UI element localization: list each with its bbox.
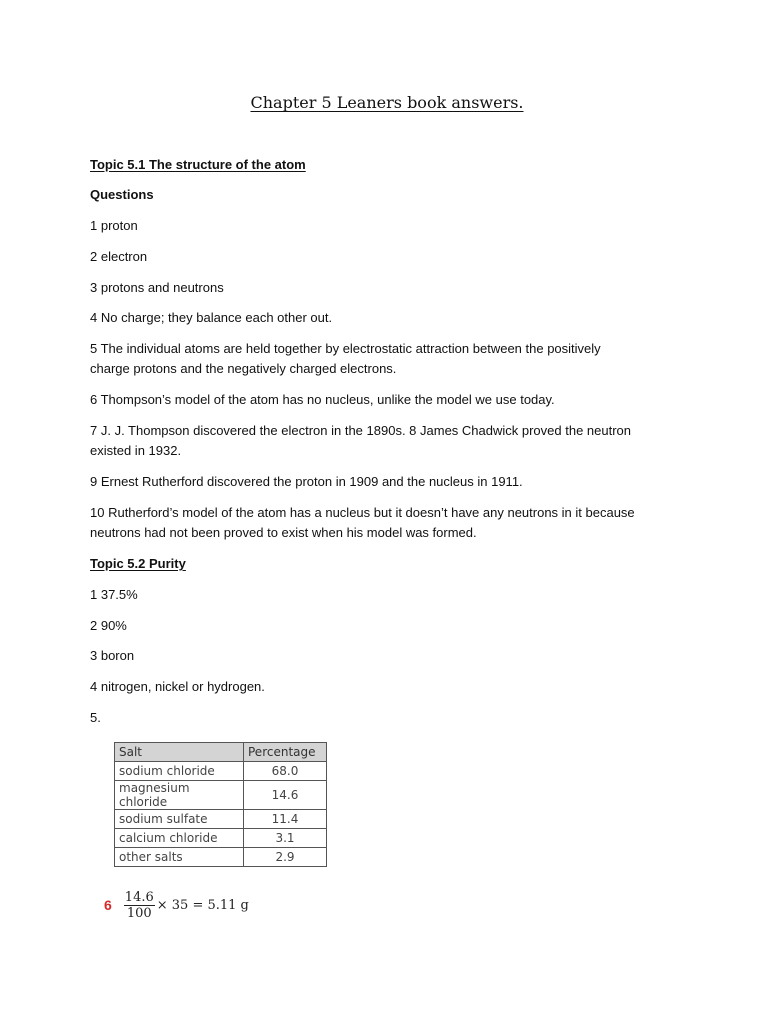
- answer-line: 5.: [90, 710, 101, 725]
- answer-line: 4 nitrogen, nickel or hydrogen.: [90, 679, 265, 694]
- answer-line: 1 proton: [90, 218, 138, 233]
- fraction: [124, 890, 155, 921]
- document-title: Chapter 5 Leaners book answers.: [250, 93, 524, 112]
- column-header-salt: Salt: [115, 743, 244, 762]
- table-row: [115, 781, 327, 810]
- percentage-cell: 3.1: [244, 829, 327, 848]
- salt-name-cell: sodium sulfate: [115, 810, 244, 829]
- answer-line: 9 Ernest Rutherford discovered the proton in 1909 and the nucleus in 1911.: [90, 474, 523, 489]
- answer-line: 3 boron: [90, 648, 135, 663]
- table-row: [115, 762, 327, 781]
- table-row: [115, 848, 327, 867]
- answer-line: 2 90%: [90, 618, 127, 633]
- table-header-row: [115, 743, 327, 762]
- percentage-cell: 68.0: [244, 762, 327, 781]
- answer-line: neutrons had not been proved to exist when his model was formed.: [90, 525, 477, 540]
- percentage-cell: 14.6: [244, 781, 327, 810]
- table-row: [115, 810, 327, 829]
- salt-name-cell: sodium chloride: [115, 762, 244, 781]
- answer-line: charge protons and the negatively charged electrons.: [90, 361, 397, 376]
- answer-line: 3 protons and neutrons: [90, 280, 224, 295]
- answer-line: 2 electron: [90, 249, 148, 264]
- percentage-cell: 2.9: [244, 848, 327, 867]
- answer-line: 6 Thompson’s model of the atom has no nucleus, unlike the model we use today.: [90, 392, 555, 407]
- fraction-numerator: 14.6: [124, 889, 154, 905]
- answer-line: 4 No charge; they balance each other out.: [90, 310, 333, 325]
- salt-name-cell: calcium chloride: [115, 829, 244, 848]
- question-6-formula: [104, 887, 249, 923]
- answer-line: 5 The individual atoms are held together by electrostatic attraction between the positively: [90, 341, 601, 356]
- column-header-percentage: Percentage: [244, 743, 327, 762]
- salt-percentage-table: [114, 742, 327, 867]
- question-6-number: 6: [104, 897, 112, 913]
- topic-5-2-heading: Topic 5.2 Purity: [90, 556, 186, 571]
- answer-line: 7 J. J. Thompson discovered the electron in the 1890s. 8 James Chadwick proved the neutron: [90, 423, 632, 438]
- fraction-denominator: 100: [126, 905, 152, 921]
- questions-heading: Questions: [90, 187, 154, 202]
- topic-5-1-heading: Topic 5.1 The structure of the atom: [90, 157, 306, 172]
- formula-expression: × 35 = 5.11 g: [156, 897, 249, 913]
- percentage-cell: 11.4: [244, 810, 327, 829]
- answer-line: 10 Rutherford’s model of the atom has a nucleus but it doesn’t have any neutrons in it because: [90, 505, 635, 520]
- answer-line: 1 37.5%: [90, 587, 138, 602]
- table-row: [115, 829, 327, 848]
- salt-name-cell: magnesium chloride: [115, 781, 244, 810]
- salt-name-cell: other salts: [115, 848, 244, 867]
- answer-line: existed in 1932.: [90, 443, 182, 458]
